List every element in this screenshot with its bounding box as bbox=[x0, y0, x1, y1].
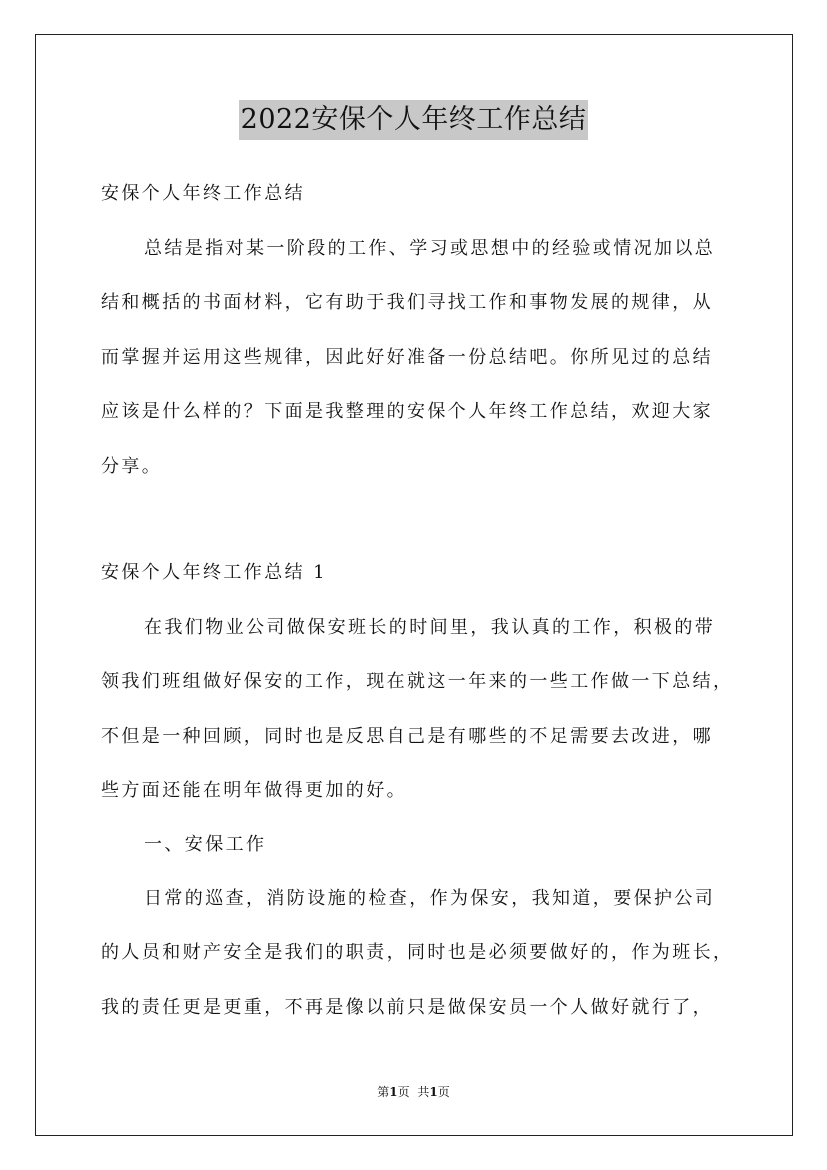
paragraph-line: 的人员和财产安全是我们的职责，同时也是必须要做好的，作为班长， bbox=[101, 942, 734, 963]
paragraph-line: 领我们班组做好保安的工作，现在就这一年来的一些工作做一下总结， bbox=[101, 671, 734, 692]
paragraph-line: 总结是指对某一阶段的工作、学习或思想中的经验或情况加以总 bbox=[144, 238, 716, 259]
paragraph-line: 不但是一种回顾，同时也是反思自己是有哪些的不足需要去改进，哪 bbox=[101, 726, 713, 747]
paragraph-line: 应该是什么样的？下面是我整理的安保个人年终工作总结，欢迎大家 bbox=[101, 401, 713, 422]
total-pages: 1 bbox=[429, 1085, 438, 1099]
subsection-heading: 一、安保工作 bbox=[144, 834, 267, 855]
title-container bbox=[0, 100, 827, 140]
page-footer bbox=[0, 1084, 827, 1100]
paragraph-line: 而掌握并运用这些规律，因此好好准备一份总结吧。你所见过的总结 bbox=[101, 347, 713, 368]
total-unit: 页 bbox=[437, 1085, 450, 1099]
paragraph-line: 分享。 bbox=[101, 456, 163, 477]
page-label: 第 bbox=[377, 1085, 390, 1099]
page-number: 1 bbox=[389, 1085, 398, 1099]
paragraph-line: 结和概括的书面材料，它有助于我们寻找工作和事物发展的规律，从 bbox=[101, 292, 713, 313]
section-heading: 安保个人年终工作总结 1 bbox=[101, 562, 327, 583]
paragraph-line: 我的责任更是更重，不再是像以前只是做保安员一个人做好就行了， bbox=[101, 997, 713, 1018]
paragraph-line: 在我们物业公司做保安班长的时间里，我认真的工作，积极的带 bbox=[144, 617, 716, 638]
document-title: 2022安保个人年终工作总结 bbox=[239, 100, 589, 140]
paragraph-line: 日常的巡查，消防设施的检查，作为保安，我知道，要保护公司 bbox=[144, 888, 716, 909]
section-heading: 安保个人年终工作总结 bbox=[101, 183, 305, 204]
total-label: 共 bbox=[417, 1085, 430, 1099]
page-unit: 页 bbox=[397, 1085, 410, 1099]
paragraph-line: 些方面还能在明年做得更加的好。 bbox=[101, 780, 407, 801]
